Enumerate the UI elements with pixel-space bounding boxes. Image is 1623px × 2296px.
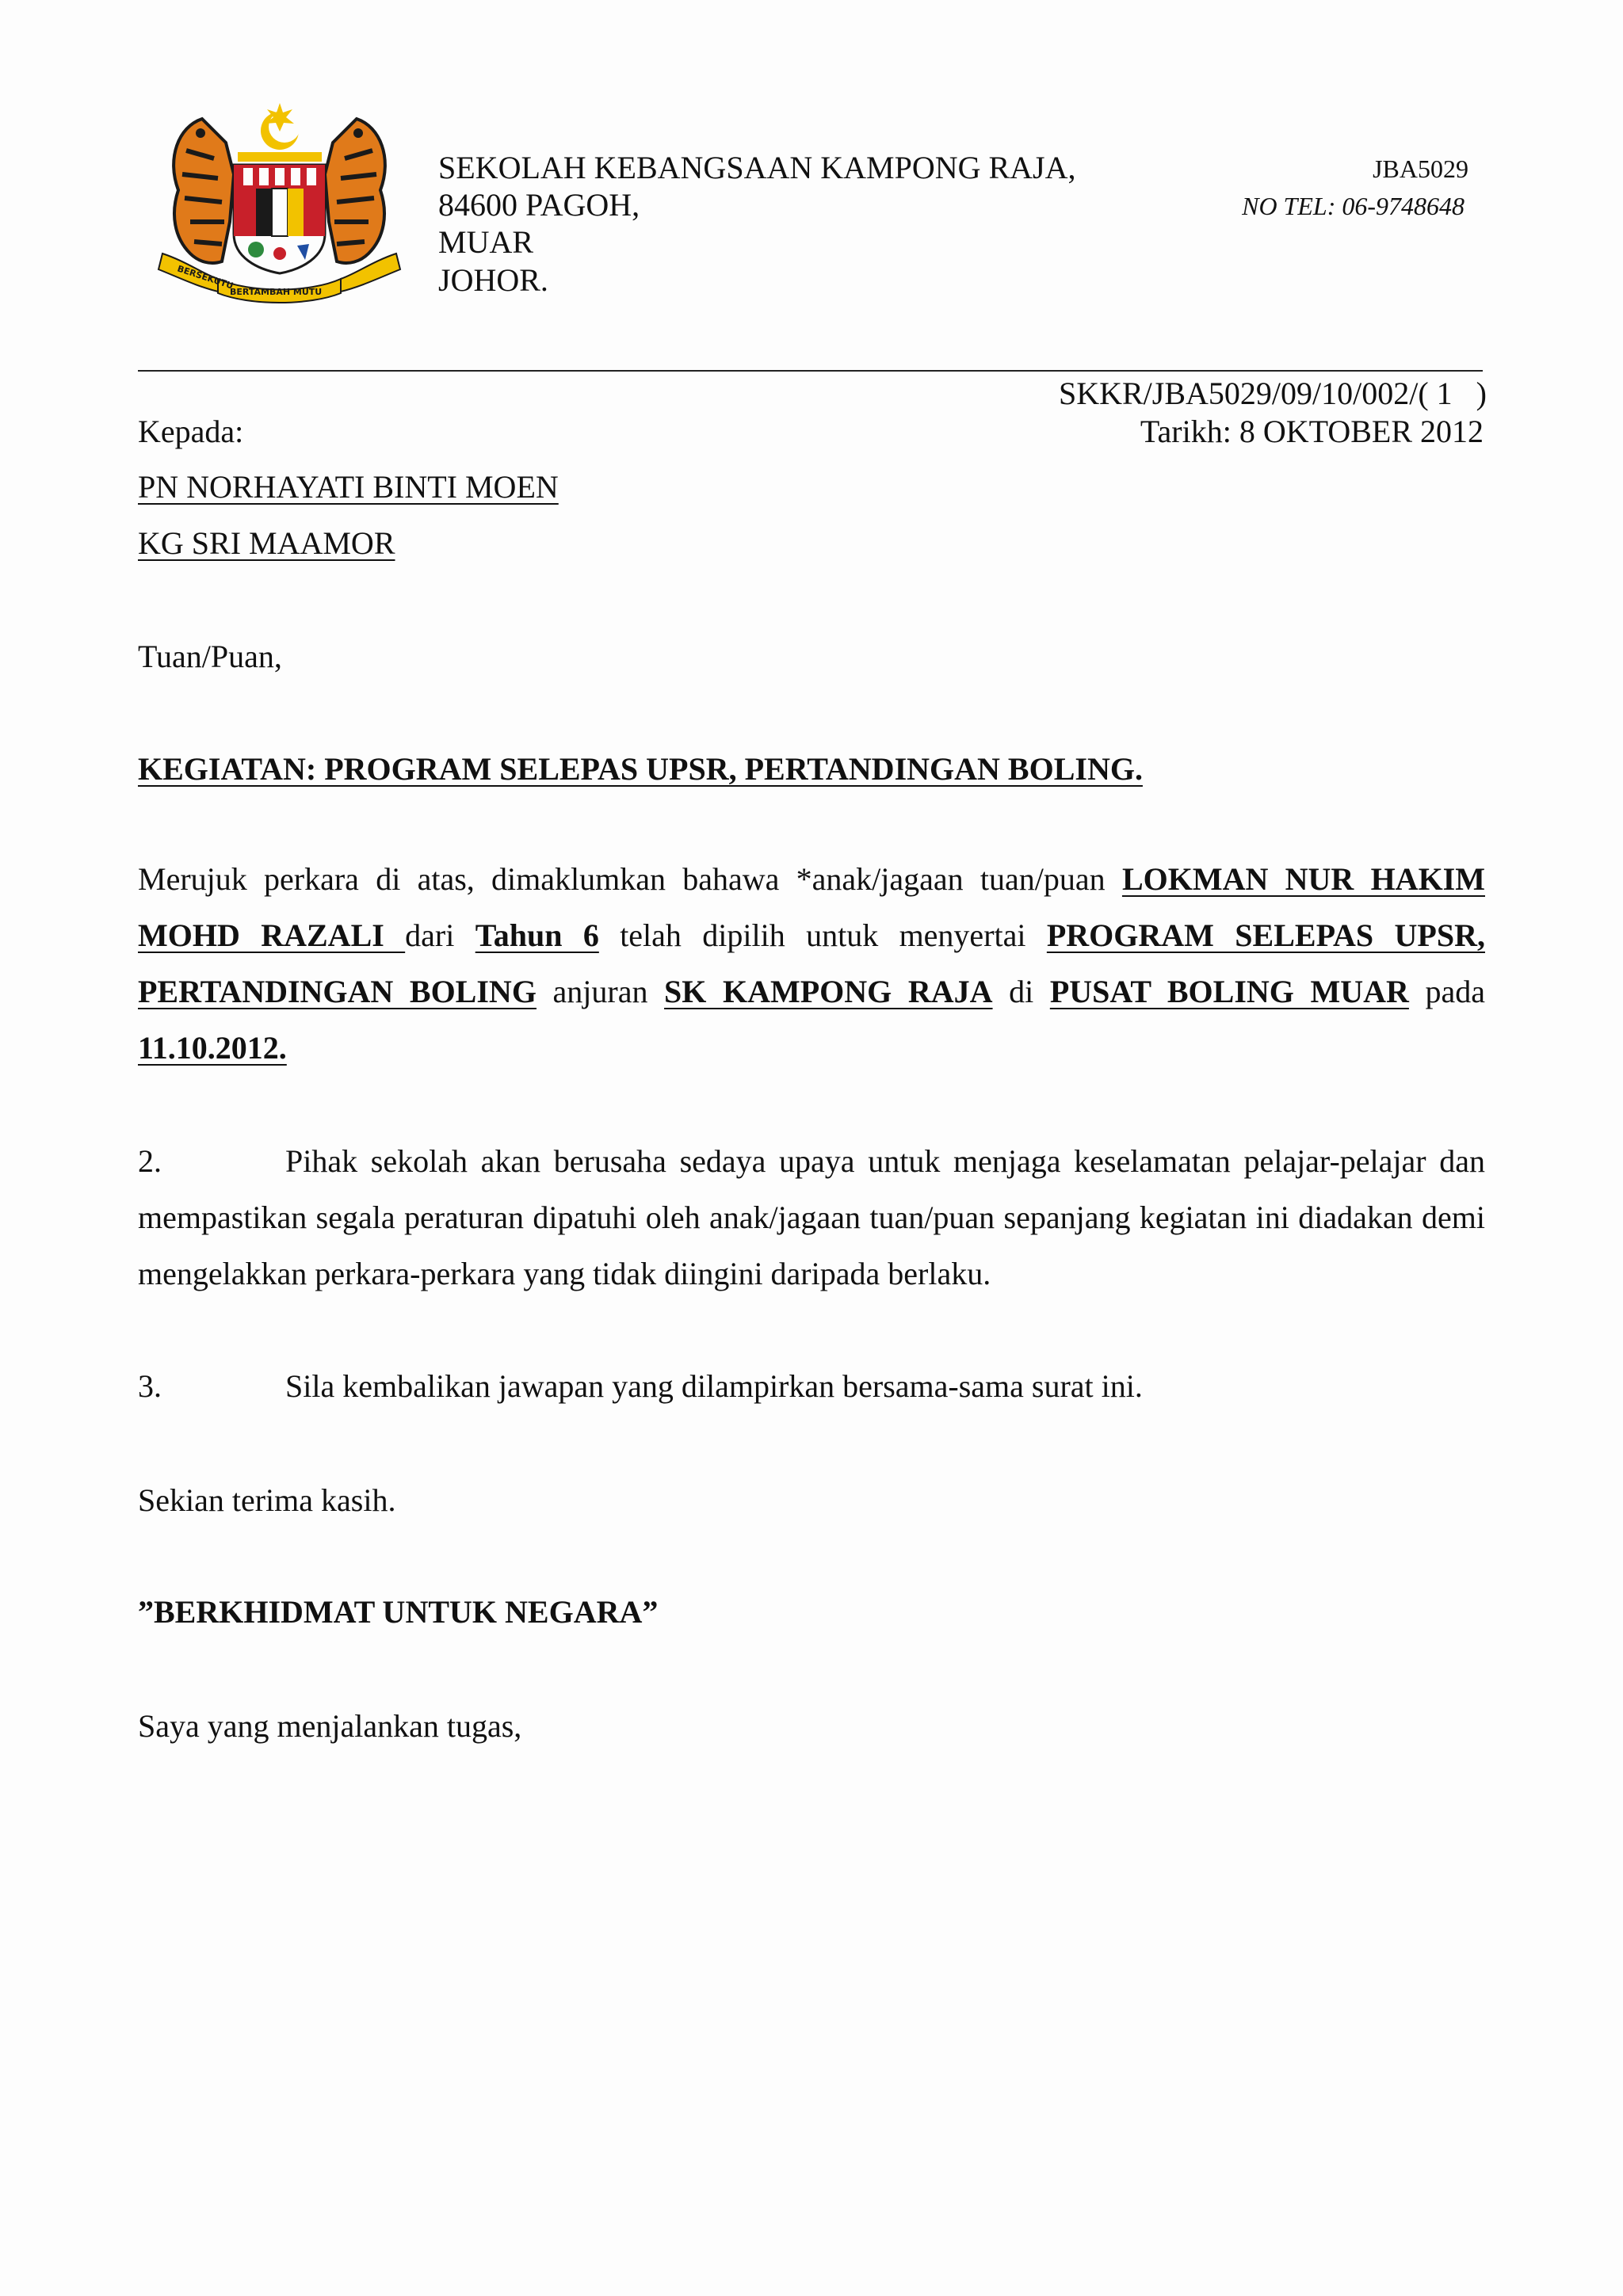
program-name: PROGRAM SELEPAS UPSR, PERTANDINGAN BOLING	[138, 917, 1485, 1009]
header-divider	[138, 370, 1483, 372]
sign-off: Saya yang menjalankan tugas,	[138, 1708, 522, 1744]
para3-text: Sila kembalikan jawapan yang dilampirkan bersama-sama surat ini.	[285, 1368, 1143, 1404]
closing-line: Sekian terima kasih.	[138, 1482, 396, 1518]
para1-text-5: di	[992, 974, 1050, 1009]
motto: ”BERKHIDMAT UNTUK NEGARA”	[138, 1594, 659, 1630]
recipient-address: KG SRI MAAMOR	[138, 525, 395, 561]
para1-text-3: telah dipilih untuk menyertai	[598, 917, 1047, 953]
para1-text-1: Merujuk perkara di atas, dimaklumkan bahawa *anak/jagaan tuan/puan	[138, 861, 1122, 897]
student-name: LOKMAN NUR HAKIM MOHD RAZALI	[138, 861, 1485, 953]
letter-date: Tarikh: 8 OKTOBER 2012	[1140, 414, 1484, 449]
organizer-name: SK KAMPONG RAJA	[664, 974, 993, 1009]
para1-text-4: anjuran	[536, 974, 665, 1009]
student-year: Tahun 6	[475, 917, 599, 953]
school-code: JBA5029	[1373, 154, 1468, 183]
para2-number: 2.	[138, 1143, 162, 1179]
para3-number: 3.	[138, 1368, 162, 1404]
reference-number: SKKR/JBA5029/09/10/002/( 1 )	[1058, 376, 1487, 411]
school-postcode-town: 84600 PAGOH,	[438, 187, 640, 223]
paragraph-1	[138, 851, 1485, 1076]
letter-subject: KEGIATAN: PROGRAM SELEPAS UPSR, PERTANDINGAN BOLING.	[138, 751, 1143, 787]
school-state: JOHOR.	[438, 262, 548, 298]
school-name: SEKOLAH KEBANGSAAN KAMPONG RAJA,	[438, 150, 1076, 185]
school-phone: NO TEL: 06-9748648	[1242, 192, 1465, 220]
school-district: MUAR	[438, 224, 534, 260]
coat-of-arms-logo	[155, 103, 404, 309]
venue-name: PUSAT BOLING MUAR	[1049, 974, 1409, 1009]
para2-text: Pihak sekolah akan berusaha sedaya upaya untuk menjaga keselamatan pelajar-pelajar dan mempastikan segala peraturan dipatuhi oleh anak/jagaan tuan/puan sepanjang kegiatan ini diadakan demi mengelakkan perkara-perkara yang tidak diingini daripada berlaku.	[138, 1143, 1485, 1291]
salutation: Tuan/Puan,	[138, 639, 282, 674]
para1-text-6: pada	[1408, 974, 1485, 1009]
paragraph-3	[138, 1358, 1485, 1414]
svg-text:BERTAMBAH MUTU: BERTAMBAH MUTU	[230, 287, 323, 297]
recipient-name: PN NORHAYATI BINTI MOEN	[138, 469, 559, 505]
paragraph-2	[138, 1133, 1485, 1302]
event-date: 11.10.2012.	[138, 1030, 287, 1066]
svg-text:BERSEKUTU: BERSEKUTU	[176, 263, 235, 292]
para1-text-2: dari	[405, 917, 475, 953]
recipient-label: Kepada:	[138, 414, 244, 449]
